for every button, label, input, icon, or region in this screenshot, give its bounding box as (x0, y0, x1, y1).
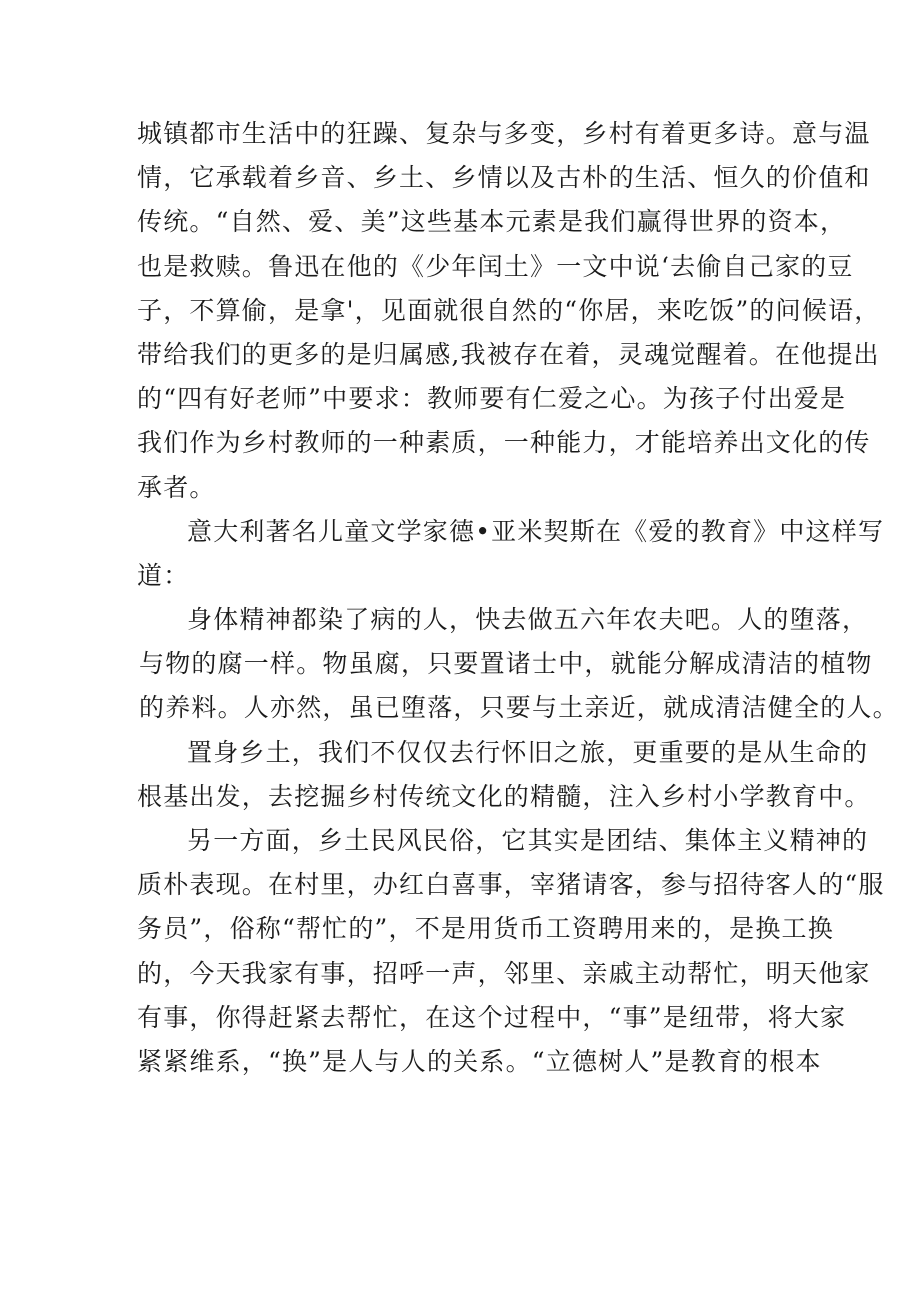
paragraph-1-line-6: 带给我们的更多的是归属感,我被存在着，灵魂觉醒着。在他提出 (137, 339, 880, 369)
paragraph-5-line-1: 另一方面，乡土民风民俗，它其实是团结、集体主义精神的 (187, 826, 869, 855)
paragraph-1-line-8: 我们作为乡村教师的一种素质，一种能力，才能培养出文化的传 (137, 428, 871, 458)
paragraph-4-line-1: 置身乡土，我们不仅仅去行怀旧之旅，更重要的是从生命的 (187, 737, 869, 767)
paragraph-2-line-2: 道： (137, 560, 190, 590)
paragraph-1-line-2: 情，它承载着乡音、乡土、乡情以及古朴的生活、恒久的价值和 (137, 163, 871, 193)
paragraph-1-line-7: 的“四有好老师”中要求：教师要有仁爱之心。为孩子付出爱是 (137, 384, 847, 414)
paragraph-5-line-4: 的，今天我家有事，招呼一声，邻里、亲戚主动帮忙，明天他家 (137, 958, 871, 988)
paragraph-1-line-5: 子，不算偷，是拿'，见面就很自然的“你居，来吃饭”的问候语， (137, 295, 881, 325)
paragraph-5-line-3: 务员”，俗称“帮忙的”，不是用货币工资聘用来的，是换工换 (137, 914, 834, 944)
paragraph-1-line-4: 也是救赎。鲁迅在他的《少年闰土》一文中说‘去偷自己家的豆 (137, 251, 854, 281)
paragraph-5-line-2: 质朴表现。在村里，办红白喜事，宰猪请客，参与招待客人的“服 (137, 870, 885, 900)
paragraph-1-line-1: 城镇都市生活中的狂躁、复杂与多变，乡村有着更多诗。意与温 (137, 119, 871, 148)
quote-line-2: 与物的腐一样。物虽腐，只要置诸士中，就能分解成清洁的植物 (139, 649, 873, 679)
paragraph-1-line-3: 传统。“自然、爱、美”这些基本元素是我们赢得世界的资本， (137, 207, 847, 237)
paragraph-5-line-6: 紧紧维系，“换”是人与人的关系。“立德树人”是教育的根本 (137, 1046, 822, 1076)
quote-line-1: 身体精神都染了病的人，快去做五六年农夫吧。人的堕落， (187, 605, 869, 635)
paragraph-2-line-1: 意大利著名儿童文学家德•亚米契斯在《爱的教育》中这样写 (187, 516, 885, 546)
paragraph-4-line-2: 根基出发，去挖掘乡村传统文化的精髓，注入乡村小学教育中。 (137, 781, 871, 811)
paragraph-5-line-5: 有事，你得赶紧去帮忙，在这个过程中，“事”是纽带，将大家 (137, 1002, 847, 1032)
quote-line-3: 的养料。人亦然，虽已堕落，只要与土亲近，就成清洁健全的人。 (139, 693, 899, 723)
paragraph-1-line-9: 承者。 (137, 472, 216, 502)
body-text (137, 112, 899, 1084)
